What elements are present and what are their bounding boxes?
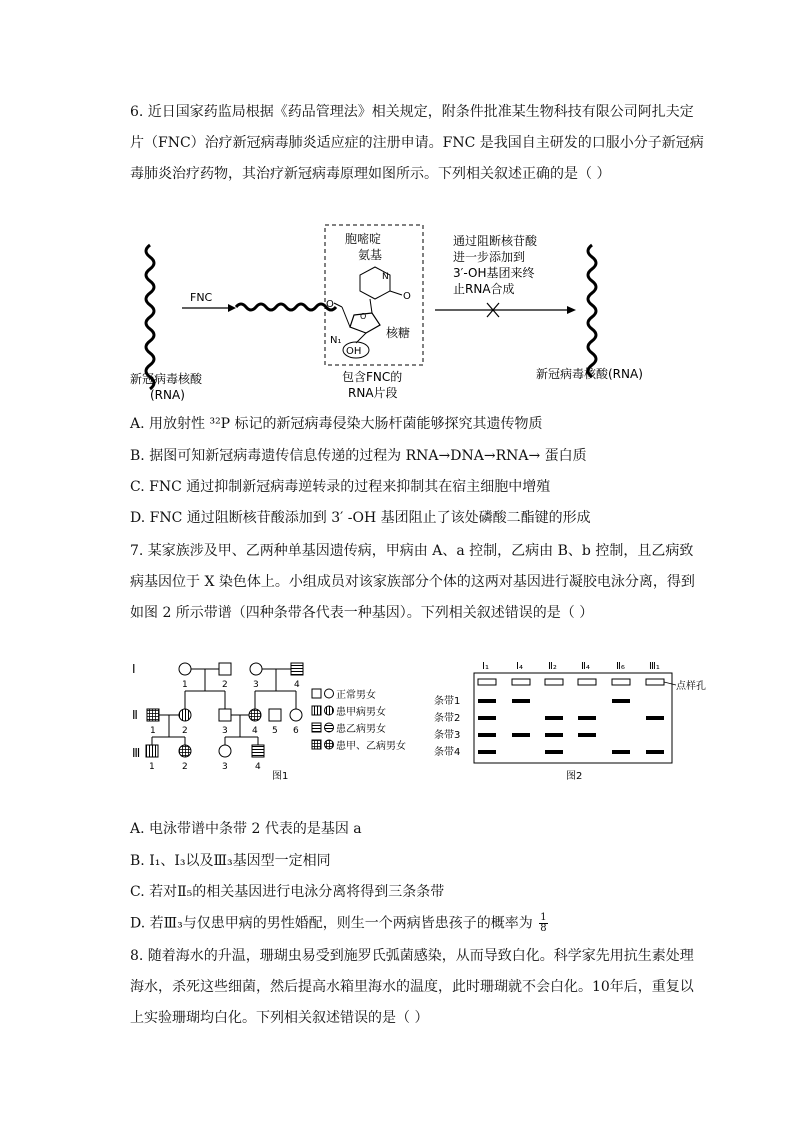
- II2-female-disease-a: [179, 709, 191, 721]
- legend-both-female: [325, 740, 334, 749]
- q8-line-1: 8. 随着海水的升温，珊瑚虫易受到施罗氏弧菌感染，从而导致白化。科学家先用抗生素处理: [130, 948, 694, 964]
- I2-male-normal: [219, 663, 231, 675]
- lane-label-I1: Ⅰ₁: [482, 661, 489, 672]
- svg-text:3: 3: [222, 762, 228, 772]
- sample-wells: [478, 679, 664, 685]
- q7-option-b: B. Ⅰ₁、Ⅰ₃以及Ⅲ₃基因型一定相同: [130, 853, 331, 869]
- band-II6-1: [612, 699, 630, 703]
- legend-both-male: [312, 740, 321, 749]
- band-I1-3: [478, 733, 496, 737]
- q7-line-3: 如图 2 所示带谱（四种条带各代表一种基因）。下列相关叙述错误的是（ ）: [130, 605, 594, 621]
- q7-line-2: 病基因位于 X 染色体上。小组成员对该家族部分个体的这两对基因进行凝胶电泳分离，得到: [130, 574, 695, 590]
- II3-male-normal: [219, 709, 231, 721]
- left-rna-label-2: (RNA): [150, 388, 185, 402]
- I4-male-disease-b: [291, 663, 303, 675]
- q7-option-d-text: D. 若Ⅲ₃与仅患甲病的男性婚配，则生一个两病皆患孩子的概率为: [130, 915, 533, 932]
- left-rna-label-1: 新冠病毒核酸: [130, 372, 203, 386]
- svg-text:2: 2: [222, 680, 228, 690]
- gen-I-label: Ⅰ: [132, 662, 136, 676]
- legend-both-label: 患甲、乙病男女: [336, 741, 406, 752]
- q6-option-c: C. FNC 通过抑制新冠病毒逆转录的过程来抑制其在宿主细胞中增殖: [130, 479, 551, 495]
- q6-line-2: 片（FNC）治疗新冠病毒肺炎适应症的注册申请。FNC 是我国自主研发的口服小分子新冠病: [130, 135, 704, 151]
- note-line-2: 进一步添加到: [453, 250, 526, 264]
- II4-female-both: [249, 709, 261, 721]
- III1-male-disease-a: [146, 745, 158, 757]
- fraction-numerator: 1: [540, 912, 547, 923]
- band-I1-1: [478, 699, 496, 703]
- band-I1-4: [478, 750, 496, 754]
- II1-male-both: [147, 709, 159, 721]
- fraction-one-eighth: [539, 913, 547, 934]
- gen-II-label: Ⅱ: [132, 708, 138, 722]
- q6-line-1: 6. 近日国家药监局根据《药品管理法》相关规定，附条件批准某生物科技有限公司阿扎夫定: [130, 104, 694, 120]
- III4-male-disease-b: [252, 745, 264, 757]
- svg-text:4: 4: [255, 762, 261, 772]
- lane-label-II4: Ⅱ₄: [581, 661, 590, 672]
- svg-text:1: 1: [150, 726, 156, 736]
- q7-line-1: 7. 某家族涉及甲、乙两种单基因遗传病，甲病由 A、a 控制，乙病由 B、b 控制，且乙病致: [130, 543, 694, 559]
- band-II4-3: [578, 733, 596, 737]
- link-o-label: O: [326, 299, 334, 310]
- q8-line-3: 上实验珊瑚均白化。下列相关叙述错误的是（ ）: [130, 1010, 429, 1026]
- q8-line-2: 海水，杀死这些细菌，然后提高水箱里海水的温度，此时珊瑚就不会白化。10年后，重复以: [130, 979, 694, 995]
- electrophoresis-figure-2: [430, 655, 720, 785]
- legend-b-female: [325, 723, 334, 732]
- left-rna-strand: [146, 245, 154, 389]
- lane-label-II2: Ⅱ₂: [548, 661, 557, 672]
- legend-b-male: [312, 723, 321, 732]
- q6-option-a: A. 用放射性 ³²P 标记的新冠病毒侵染大肠杆菌能够探究其遗传物质: [130, 416, 543, 432]
- note-line-3: 3′-OH基团来终: [453, 266, 535, 280]
- legend-normal-female: [325, 689, 334, 698]
- svg-text:4: 4: [252, 726, 258, 736]
- III3-female-normal: [219, 745, 231, 757]
- q6-line-3: 毒肺炎治疗药物，其治疗新冠病毒原理如图所示。下列相关叙述正确的是（ ）: [130, 166, 611, 182]
- q6-option-b: B. 据图可知新冠病毒遗传信息传递的过程为 RNA→DNA→RNA→ 蛋白质: [130, 448, 587, 464]
- legend-normal-male: [312, 689, 321, 698]
- III2-female-both: [179, 745, 191, 757]
- gel-bands: [478, 699, 664, 754]
- n1-label: N₁: [330, 335, 342, 346]
- svg-text:3: 3: [253, 680, 259, 690]
- ring-n-label: N: [382, 272, 389, 282]
- band-II4-2: [578, 716, 596, 720]
- lane-label-I4: Ⅰ₄: [516, 661, 523, 672]
- q7-option-d: [130, 913, 548, 934]
- band-II2-4: [545, 750, 563, 754]
- fraction-denominator: 8: [540, 923, 547, 934]
- gen-III-label: Ⅲ: [132, 746, 141, 760]
- svg-text:1: 1: [149, 762, 155, 772]
- I1-female-normal: [179, 663, 191, 675]
- pedigree-figure-1: [130, 655, 430, 785]
- band-label-4: 条带4: [434, 747, 461, 758]
- band-II2-2: [545, 716, 563, 720]
- legend-normal-label: 正常男女: [336, 690, 376, 701]
- right-rna-label: 新冠病毒核酸(RNA): [536, 367, 643, 381]
- II6-female-normal: [290, 709, 302, 721]
- box-bottom-label-1: 包含FNC的: [342, 370, 403, 384]
- band-I4-3: [512, 733, 530, 737]
- svg-text:4: 4: [294, 680, 300, 690]
- q7-option-c: C. 若对Ⅱ₅的相关基因进行电泳分离将得到三条条带: [130, 884, 445, 900]
- oh-label: OH: [346, 346, 362, 357]
- lane-label-II6: Ⅱ₆: [616, 661, 625, 672]
- svg-text:2: 2: [182, 762, 188, 772]
- svg-text:5: 5: [272, 726, 278, 736]
- band-II6-4: [612, 750, 630, 754]
- ribose-label: 核糖: [386, 326, 411, 340]
- II5-male-normal: [269, 709, 281, 721]
- band-label-3: 条带3: [434, 730, 461, 741]
- fnc-rna-fragment-strand: [236, 304, 336, 310]
- lane-label-III1: Ⅲ₁: [649, 661, 660, 672]
- I3-female-normal: [250, 663, 262, 675]
- band-I4-1: [512, 699, 530, 703]
- svg-text:3: 3: [222, 726, 228, 736]
- band-III1-2: [646, 716, 664, 720]
- band-III1-4: [646, 750, 664, 754]
- q6-option-d: D. FNC 通过阻断核苷酸添加到 3′ -OH 基团阻止了该处磷酸二酯键的形成: [130, 510, 591, 526]
- fnc-arrow-label: FNC: [190, 291, 213, 304]
- note-line-1: 通过阻断核苷酸: [453, 234, 538, 248]
- box-bottom-label-2: RNA片段: [348, 386, 398, 400]
- legend-a-male: [312, 706, 321, 715]
- legend-b-label: 患乙病男女: [336, 724, 386, 735]
- svg-text:6: 6: [293, 726, 299, 736]
- fnc-mechanism-figure: [120, 215, 680, 410]
- fig1-caption: 图1: [272, 771, 289, 782]
- box-top-label-1: 胞嘧啶: [345, 232, 382, 246]
- legend-a-label: 患甲病男女: [336, 707, 386, 718]
- box-top-label-2: 氨基: [358, 248, 383, 262]
- right-rna-strand: [588, 245, 596, 377]
- band-I1-2: [478, 716, 496, 720]
- fig2-caption: 图2: [566, 771, 583, 782]
- band-II2-3: [545, 733, 563, 737]
- band-label-2: 条带2: [434, 713, 461, 724]
- well-label: 点样孔: [676, 681, 706, 692]
- legend-a-female: [325, 706, 334, 715]
- band-label-1: 条带1: [434, 696, 461, 707]
- note-line-4: 止RNA合成: [453, 282, 515, 296]
- gel-box: [474, 673, 672, 763]
- svg-text:1: 1: [182, 680, 188, 690]
- svg-text:2: 2: [182, 726, 188, 736]
- ribose-ring-o: O: [360, 312, 367, 321]
- ring-o-label: O: [403, 291, 411, 302]
- q7-option-a: A. 电泳带谱中条带 2 代表的是基因 a: [130, 821, 362, 837]
